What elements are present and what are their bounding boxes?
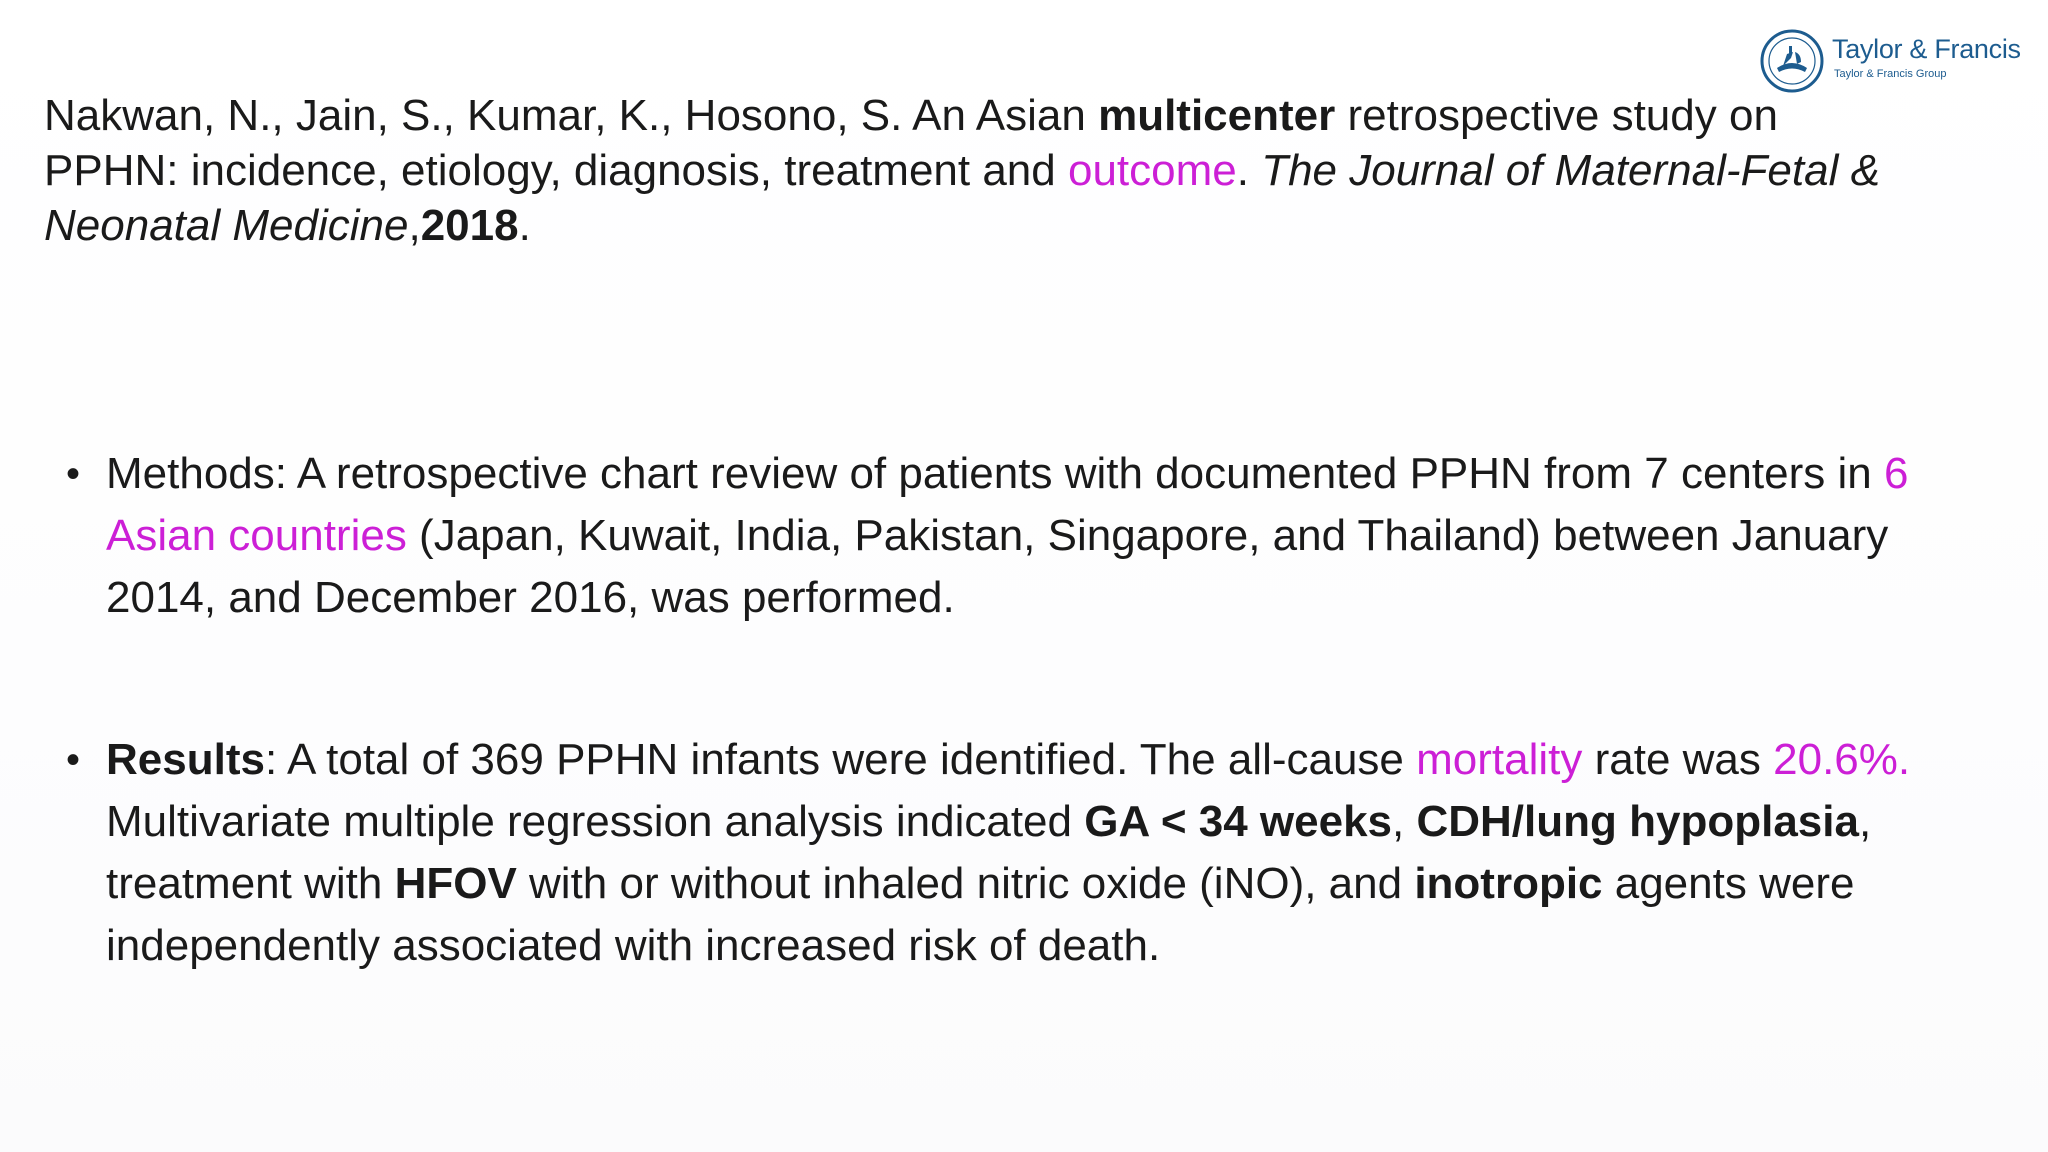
- methods-highlight: 6 Asian countries: [106, 449, 1909, 560]
- results-text-6: with or without inhaled nitric oxide (iNO), and: [516, 859, 1415, 908]
- results-bold-cdh: CDH/lung hypoplasia: [1416, 797, 1859, 846]
- summary-bullets: [66, 443, 2006, 977]
- bullet-methods: [66, 443, 2006, 629]
- citation-authors: Nakwan, N., Jain, S., Kumar, K., Hosono, S. An Asian: [44, 91, 1099, 140]
- results-bold-inotropic: inotropic: [1414, 859, 1603, 908]
- results-text-4: ,: [1392, 797, 1417, 846]
- methods-text-2: (Japan, Kuwait, India, Pakistan, Singapore, and Thailand) between January 2014, and December 2016, was performed.: [106, 511, 1889, 622]
- results-text-5: , treatment with: [106, 797, 1872, 908]
- citation-bold-word: multicenter: [1098, 91, 1336, 140]
- results-bold-hfov: HFOV: [394, 859, 517, 908]
- publisher-emblem-icon: [1759, 28, 1825, 94]
- results-highlight-rate: 20.6%.: [1773, 735, 1911, 784]
- results-label: Results: [106, 735, 265, 784]
- methods-text-1: Methods: A retrospective chart review of patients with documented PPHN from 7 centers in: [106, 449, 1884, 498]
- results-highlight-mortality: mortality: [1416, 735, 1583, 784]
- citation-journal: The Journal of Maternal-Fetal & Neonatal Medicine: [44, 146, 1880, 250]
- citation-punct: .: [1236, 146, 1262, 195]
- results-text-2: rate was: [1582, 735, 1774, 784]
- citation: [44, 88, 1884, 253]
- bullet-results: [66, 729, 2006, 977]
- logo-subtitle: Taylor & Francis Group: [1834, 68, 1947, 80]
- results-text-1: : A total of 369 PPHN infants were identified. The all-cause: [264, 735, 1417, 784]
- results-text-3: Multivariate multiple regression analysis indicated: [106, 797, 1085, 846]
- citation-year: 2018: [420, 201, 519, 250]
- results-bold-ga: GA < 34 weeks: [1084, 797, 1393, 846]
- logo-name: Taylor & Francis: [1832, 34, 2021, 64]
- citation-comma: ,: [408, 201, 421, 250]
- citation-period: .: [518, 201, 531, 250]
- results-text-7: agents were independently associated with increased risk of death.: [106, 859, 1855, 970]
- citation-title: retrospective study on PPHN: incidence, etiology, diagnosis, treatment and: [44, 91, 1778, 195]
- citation-highlight: outcome: [1067, 146, 1237, 195]
